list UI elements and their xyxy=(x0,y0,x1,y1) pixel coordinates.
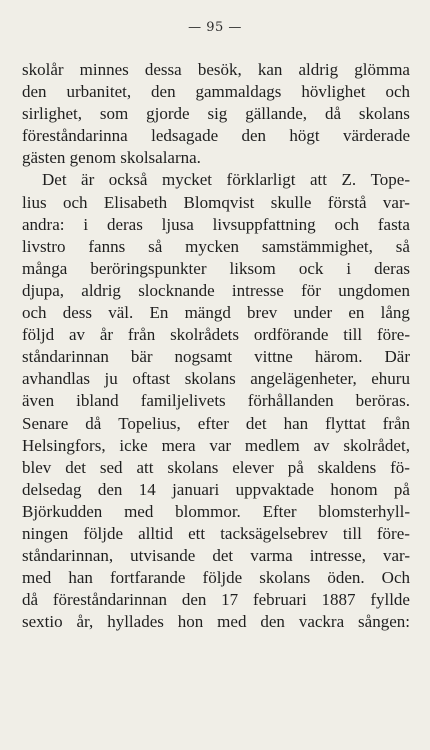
text-line: och dess väl. En mängd brev under en lång xyxy=(22,303,410,323)
text-line: avhandlas ju oftast skolans angelägenheter, ehuru xyxy=(22,369,410,389)
text-line: livstro fanns så mycken samstämmighet, så xyxy=(22,236,410,256)
text-line: följd av år från skolrådets ordförande till före- xyxy=(22,325,410,345)
text-line: Senare då Topelius, efter det han flyttat från xyxy=(22,413,410,433)
text-line: delsedag den 14 januari uppvaktade honom på xyxy=(22,479,410,499)
text-line: då föreståndarinnan den 17 februari 1887 fyllde xyxy=(22,590,410,610)
paragraph xyxy=(22,169,410,633)
text-line: sirlighet, som gjorde sig gällande, då skolans xyxy=(22,104,410,124)
paragraph xyxy=(22,59,410,169)
text-line: lius och Elisabeth Blomqvist skulle förstå var- xyxy=(22,192,410,212)
text-line: sextio år, hyllades hon med den vackra sången: xyxy=(22,612,410,632)
text-line: ningen följde alltid ett tacksägelsebrev till före- xyxy=(22,523,410,543)
text-line: ståndarinnan bär nogsamt vittne härom. Där xyxy=(22,347,410,367)
text-line: Det är också mycket förklarligt att Z. Tope- xyxy=(42,170,410,190)
text-line: Björkudden med blommor. Efter blomsterhyll- xyxy=(22,501,410,521)
text-line: med han fortfarande följde skolans öden. Och xyxy=(22,568,410,588)
text-line: många beröringspunkter liksom ock i deras xyxy=(22,258,410,278)
text-line: föreståndarinna ledsagade den högt värderade xyxy=(22,126,410,146)
text-line: skolår minnes dessa besök, kan aldrig glömma xyxy=(22,60,410,79)
text-line: djupa, aldrig slocknande intresse för ungdomen xyxy=(22,280,410,300)
text-line: även ibland familjelivets förhållanden beröras. xyxy=(22,391,410,411)
text-line: Helsingfors, icke mera var medlem av skolrådet, xyxy=(22,435,410,455)
text-line: andra: i deras ljusa livsuppfattning och fasta xyxy=(22,214,410,234)
text-line: blev det sed att skolans elever på skaldens fö- xyxy=(22,457,410,477)
text-line: gästen genom skolsalarna. xyxy=(22,148,201,168)
body-text xyxy=(22,59,410,633)
text-line: den urbanitet, den gammaldags hövlighet och xyxy=(22,82,410,102)
text-line: ståndarinnan, utvisande det varma intresse, var- xyxy=(22,546,410,566)
page-number: — 95 — xyxy=(188,20,242,35)
